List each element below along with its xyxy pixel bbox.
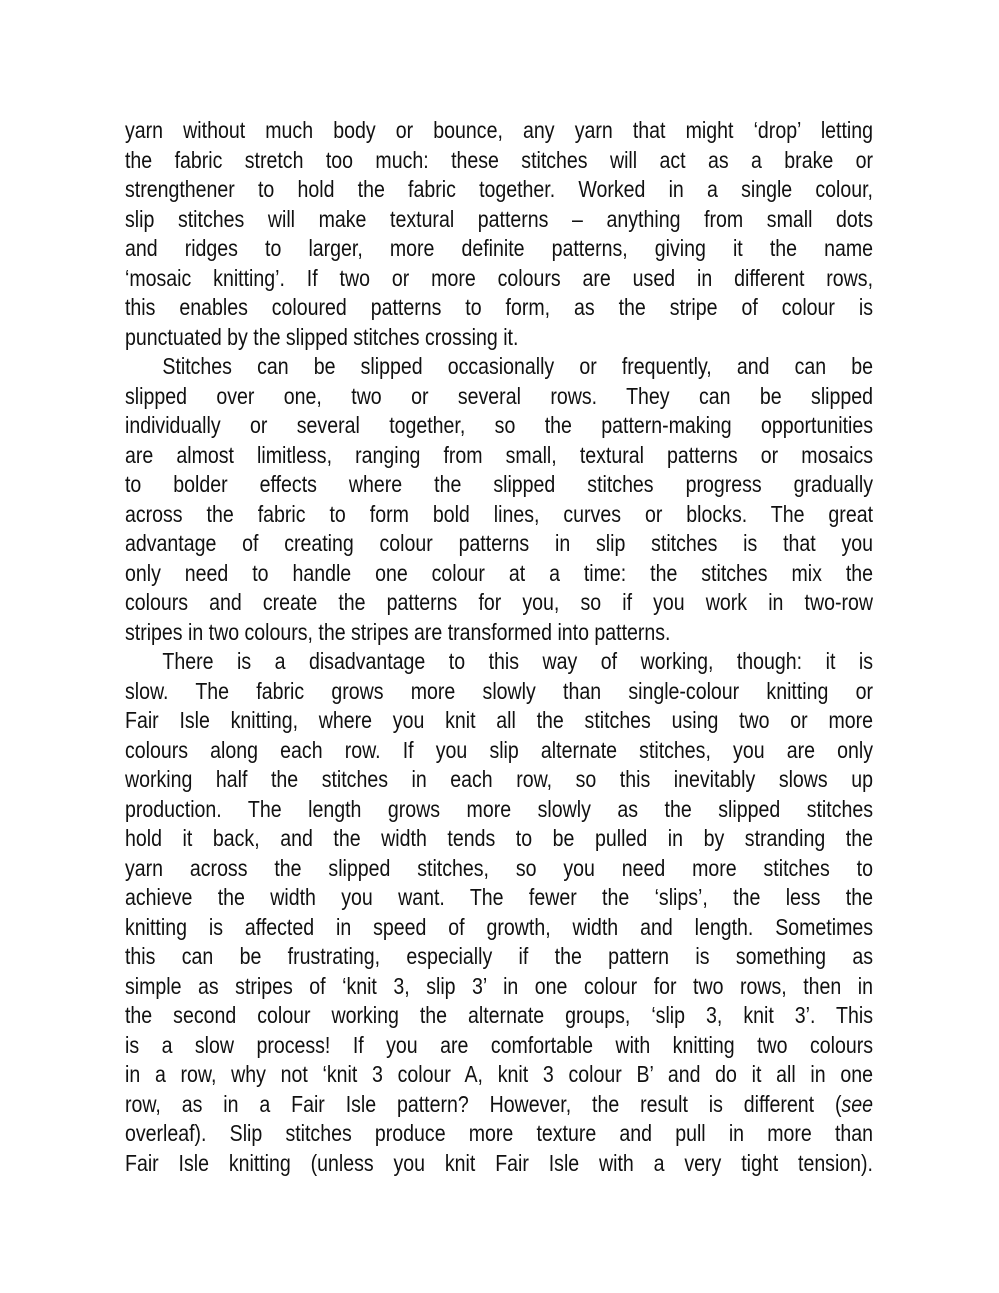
text-line: are almost limitless, ranging from small, textural patterns or mosaics (125, 441, 873, 468)
text-line: the second colour working the alternate groups, ‘slip 3, knit 3’. This (125, 1002, 873, 1028)
text-line: this enables coloured patterns to form, as the stripe of colour is (125, 294, 873, 320)
text-line: individually or several together, so the pattern-making opportunities (125, 412, 873, 438)
text-line: Fair Isle knitting, where you knit all the stitches using two or more (125, 707, 873, 733)
italic-see: see (841, 1090, 873, 1117)
text-line-with-italic: row, as in a Fair Isle pattern? However, the result is different (see (125, 1090, 873, 1117)
text-line: production. The length grows more slowly as the slipped stitches (125, 795, 873, 822)
text-line: slow. The fabric grows more slowly than single-colour knitting or (125, 677, 873, 704)
text-line: colours along each row. If you slip alternate stitches, you are only (125, 736, 873, 763)
text-line: yarn without much body or bounce, any yarn that might ‘drop’ letting (125, 117, 873, 143)
text-line: this can be frustrating, especially if the pattern is something as (125, 943, 873, 969)
text-line (125, 1090, 873, 1120)
text-line: knitting is affected in speed of growth, width and length. Sometimes (125, 913, 873, 940)
text-line: only need to handle one colour at a time: the stitches mix the (125, 559, 873, 586)
text-line: hold it back, and the width tends to be pulled in by stranding the (125, 825, 873, 851)
text-line: stripes in two colours, the stripes are transformed into patterns. (125, 618, 671, 645)
text-line: slipped over one, two or several rows. They can be slipped (125, 382, 873, 409)
paragraph-3 (125, 647, 873, 1178)
text-line: achieve the width you want. The fewer the ‘slips’, the less the (125, 884, 873, 910)
text-line: is a slow process! If you are comfortable with knitting two colours (125, 1031, 873, 1058)
text-line: Fair Isle knitting (unless you knit Fair Isle with a very tight tension). (125, 1149, 873, 1176)
text-line: working half the stitches in each row, so this inevitably slows up (125, 766, 873, 792)
text-line: overleaf). Slip stitches produce more texture and pull in more than (125, 1120, 873, 1146)
paragraph-1 (125, 116, 873, 352)
text-line: the fabric stretch too much: these stitches will act as a brake or (125, 146, 873, 173)
text-line: strengthener to hold the fabric together. Worked in a single colour, (125, 176, 873, 202)
text-line: and ridges to larger, more definite patterns, giving it the name (125, 235, 873, 261)
body-text (125, 116, 873, 1178)
text-line: There is a disadvantage to this way of working, though: it is (162, 648, 873, 674)
text-line: to bolder effects where the slipped stitches progress gradually (125, 471, 873, 497)
text-line: simple as stripes of ‘knit 3, slip 3’ in one colour for two rows, then in (125, 972, 873, 999)
text-line: Stitches can be slipped occasionally or frequently, and can be (162, 353, 873, 379)
text-line: punctuated by the slipped stitches crossing it. (125, 323, 519, 350)
text-line: across the fabric to form bold lines, curves or blocks. The great (125, 500, 873, 527)
text-line: ‘mosaic knitting’. If two or more colours are used in different rows, (125, 264, 873, 291)
text-line: in a row, why not ‘knit 3 colour A, knit 3 colour B’ and do it all in one (125, 1061, 873, 1087)
text-line: yarn across the slipped stitches, so you need more stitches to (125, 854, 873, 881)
text-line: advantage of creating colour patterns in slip stitches is that you (125, 530, 873, 556)
text-line: colours and create the patterns for you, so if you work in two-row (125, 589, 873, 615)
text-line: slip stitches will make textural patterns – anything from small dots (125, 205, 873, 232)
paragraph-2 (125, 352, 873, 647)
